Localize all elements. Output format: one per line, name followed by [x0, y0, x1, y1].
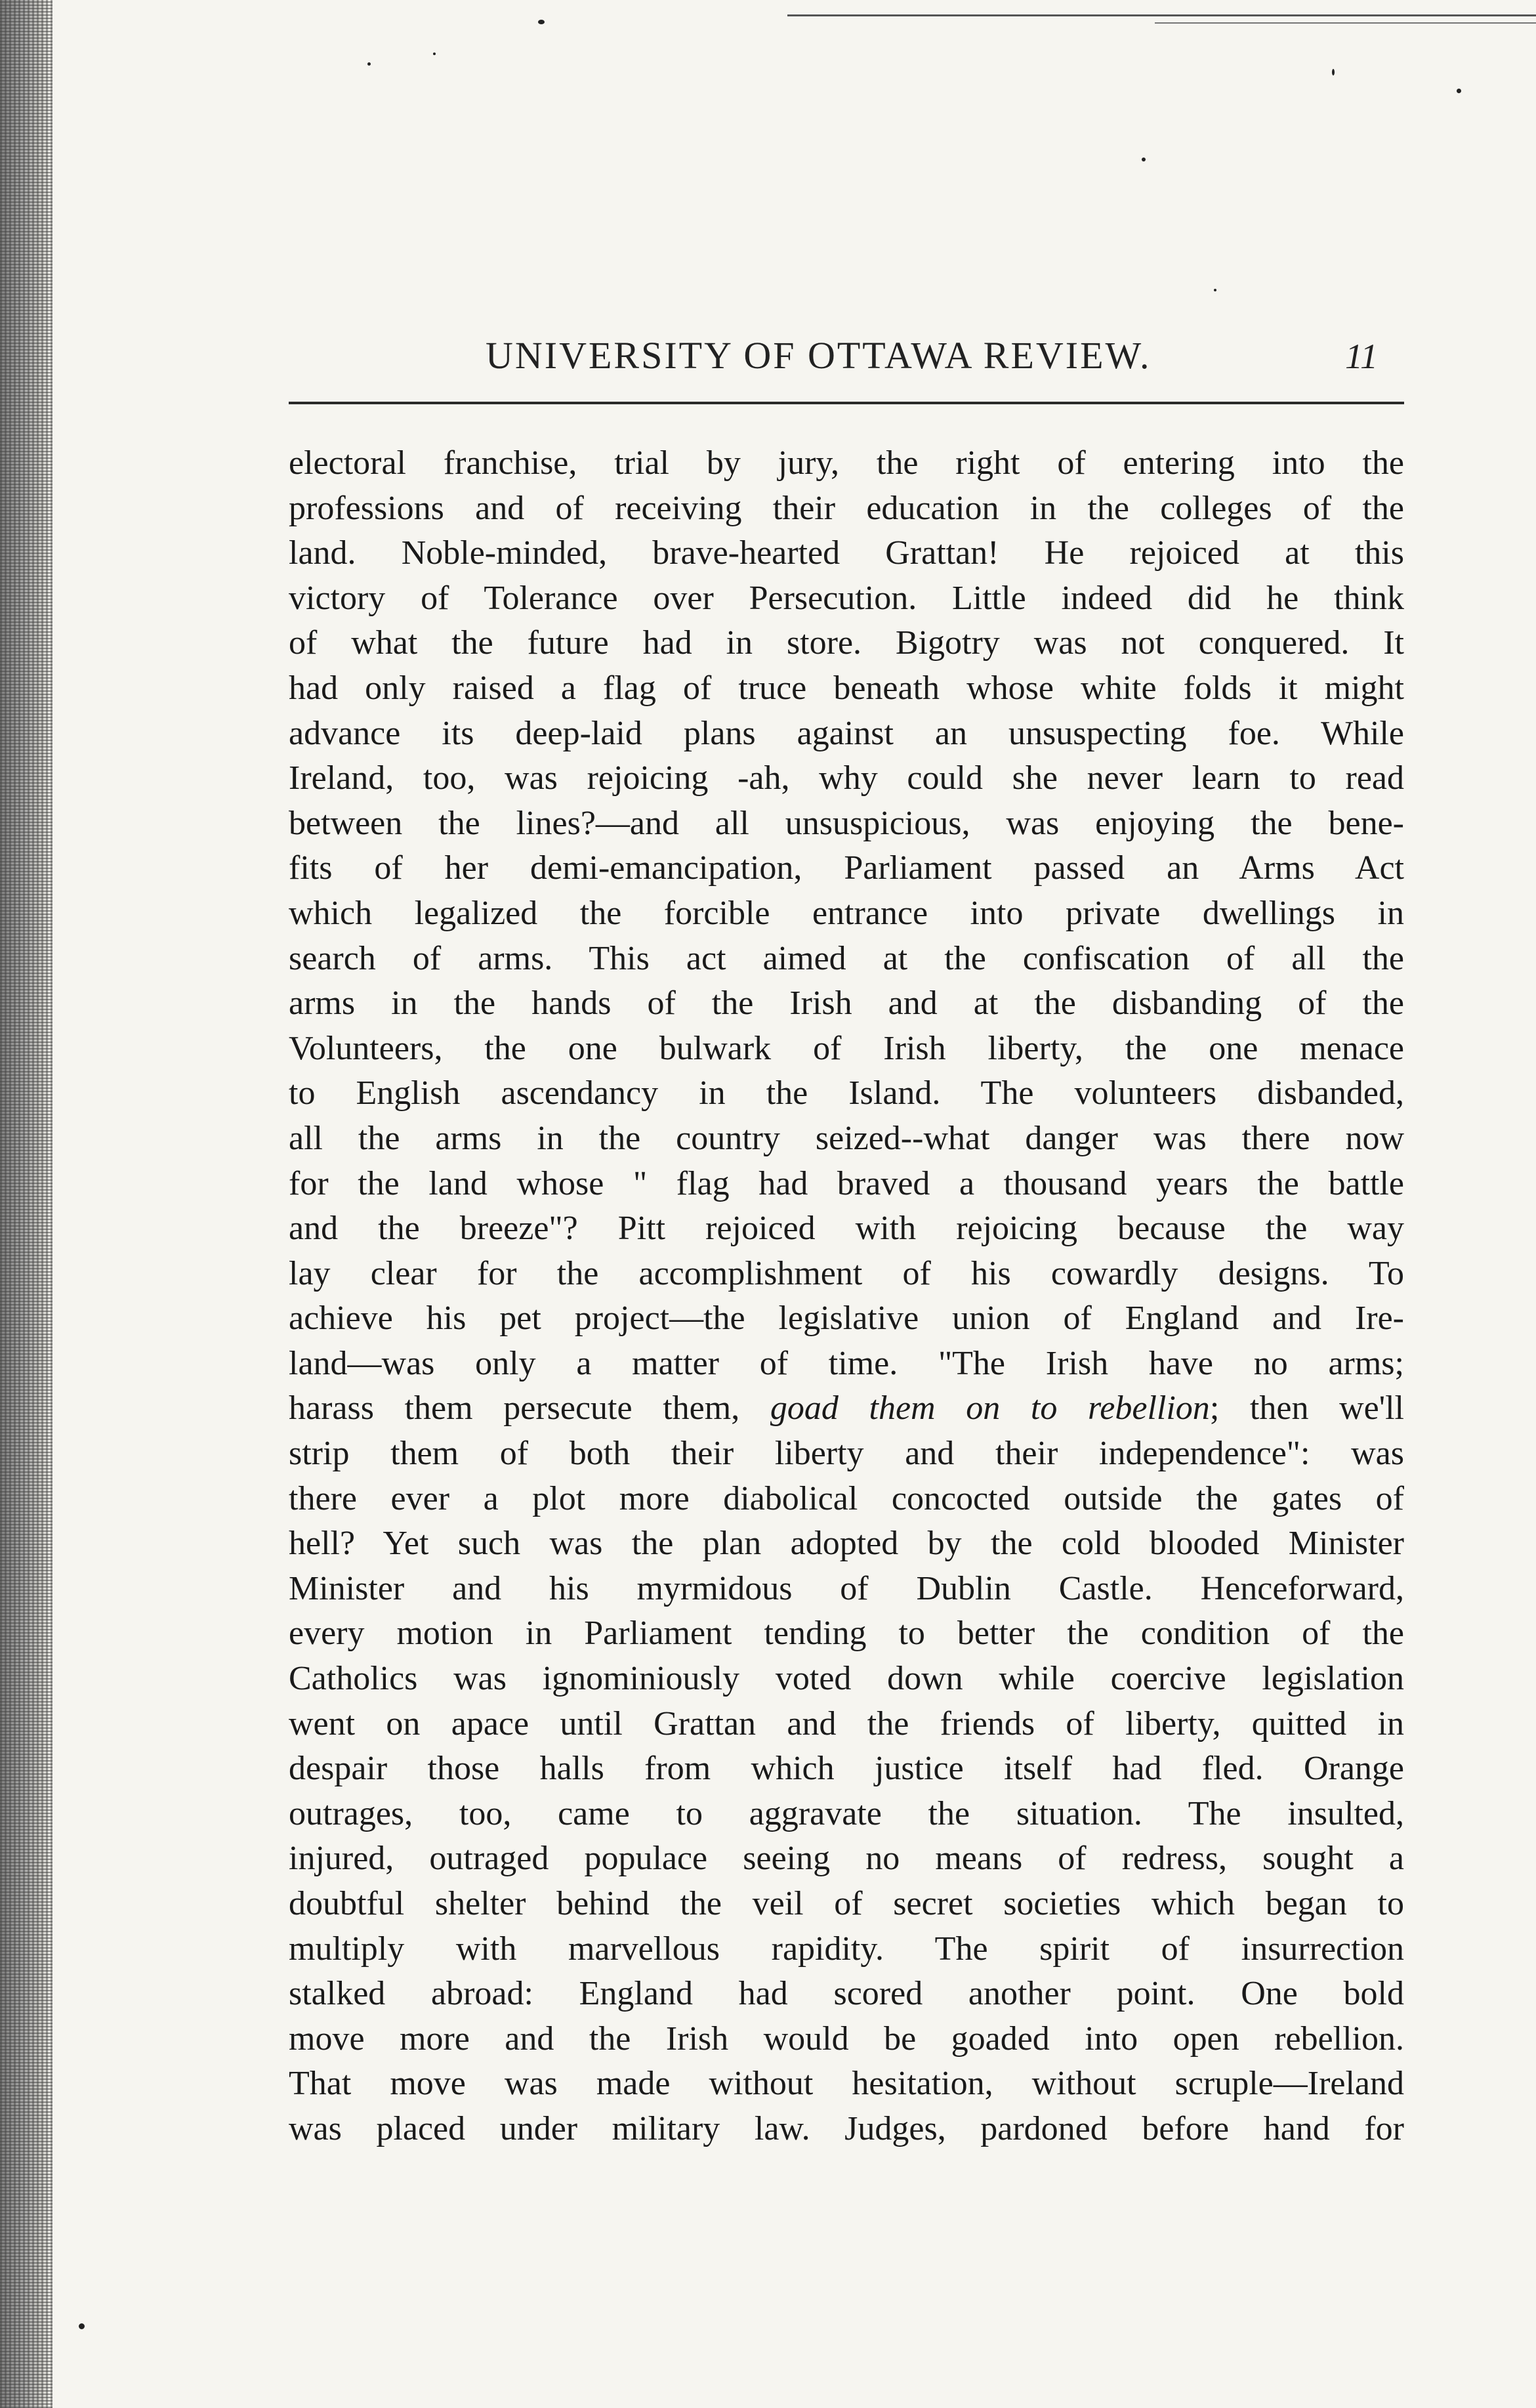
text-line: lay clear for the accomplishment of his cowardly designs. To — [289, 1254, 1404, 1292]
text-line: That move was made without hesitation, without scruple—Ireland — [289, 2065, 1404, 2103]
page-number: 11 — [1345, 337, 1378, 376]
text-line: for the land whose " flag had braved a thousand years the battle — [289, 1164, 1404, 1202]
text-line: between the lines?—and all unsuspicious, was enjoying the bene- — [289, 804, 1404, 842]
text-line: victory of Tolerance over Persecution. Little indeed did he think — [289, 579, 1404, 617]
text-line: which legalized the forcible entrance into private dwellings in — [289, 894, 1404, 932]
ink-speck — [538, 20, 545, 24]
text-line: every motion in Parliament tending to better the condition of the — [289, 1615, 1404, 1653]
text-line: Volunteers, the one bulwark of Irish liberty, the one menace — [289, 1029, 1404, 1067]
header-rule — [289, 402, 1404, 404]
text-line: Ireland, too, was rejoicing -ah, why could she never learn to read — [289, 759, 1404, 797]
text-line: advance its deep-laid plans against an unsuspecting foe. While — [289, 714, 1404, 752]
top-edge-rule-secondary — [1155, 22, 1536, 24]
text-line: was placed under military law. Judges, pardoned before hand for — [289, 2109, 1404, 2147]
text-line: all the arms in the country seized--what danger was there now — [289, 1119, 1404, 1157]
binding-edge — [0, 0, 52, 2408]
text-segment: harass them persecute them, — [289, 1389, 770, 1427]
ink-speck — [1332, 69, 1335, 75]
text-line: arms in the hands of the Irish and at the disbanding of the — [289, 984, 1404, 1023]
text-line: despair those halls from which justice itself had fled. Orange — [289, 1750, 1404, 1788]
text-line: of what the future had in store. Bigotry was not conquered. It — [289, 624, 1404, 662]
text-segment: ; then we'll — [1209, 1389, 1404, 1427]
text-line: Minister and his myrmidous of Dublin Castle. Henceforward, — [289, 1569, 1404, 1607]
text-line: and the breeze"? Pitt rejoiced with rejoicing because the way — [289, 1210, 1404, 1248]
ink-speck — [1457, 89, 1461, 93]
text-line: multiply with marvellous rapidity. The spirit of insurrection — [289, 1930, 1404, 1968]
ink-speck — [367, 62, 371, 66]
text-line: land—was only a matter of time. "The Irish have no arms; — [289, 1344, 1404, 1382]
text-line: professions and of receiving their education in the colleges of the — [289, 489, 1404, 527]
text-line: went on apace until Grattan and the friends of liberty, quitted in — [289, 1704, 1404, 1743]
top-edge-rule — [787, 14, 1536, 16]
text-line: search of arms. This act aimed at the confiscation of all the — [289, 939, 1404, 977]
text-line: stalked abroad: England had scored another point. One bold — [289, 1975, 1404, 2013]
text-line: move more and the Irish would be goaded into open rebellion. — [289, 2019, 1404, 2058]
text-line: Catholics was ignominiously voted down while coercive legislation — [289, 1660, 1404, 1698]
italic-phrase: goad them on to rebellion — [770, 1389, 1210, 1427]
text-line: doubtful shelter behind the veil of secret societies which began to — [289, 1885, 1404, 1922]
text-line: outrages, too, came to aggravate the situation. The insulted, — [289, 1794, 1404, 1832]
body-text — [289, 441, 1404, 2152]
running-head: UNIVERSITY OF OTTAWA REVIEW. — [486, 334, 1152, 377]
ink-speck — [79, 2323, 85, 2329]
text-line: electoral franchise, trial by jury, the right of entering into the — [289, 444, 1404, 482]
text-line: achieve his pet project—the legislative union of England and Ire- — [289, 1299, 1404, 1338]
text-line: there ever a plot more diabolical concocted outside the gates of — [289, 1479, 1404, 1517]
text-line-with-italic — [289, 1386, 1404, 1431]
text-line: land. Noble-minded, brave-hearted Grattan! He rejoiced at this — [289, 534, 1404, 572]
ink-speck — [1142, 158, 1146, 161]
text-line: injured, outraged populace seeing no means of redress, sought a — [289, 1840, 1404, 1878]
text-line: hell? Yet such was the plan adopted by the cold blooded Minister — [289, 1525, 1404, 1563]
text-line: strip them of both their liberty and their independence": was — [289, 1435, 1404, 1473]
ink-speck — [1214, 289, 1216, 291]
ink-speck — [433, 53, 436, 55]
text-line: had only raised a flag of truce beneath whose white folds it might — [289, 669, 1404, 707]
text-line: fits of her demi-emancipation, Parliament passed an Arms Act — [289, 849, 1404, 887]
text-line: to English ascendancy in the Island. The volunteers disbanded, — [289, 1074, 1404, 1112]
